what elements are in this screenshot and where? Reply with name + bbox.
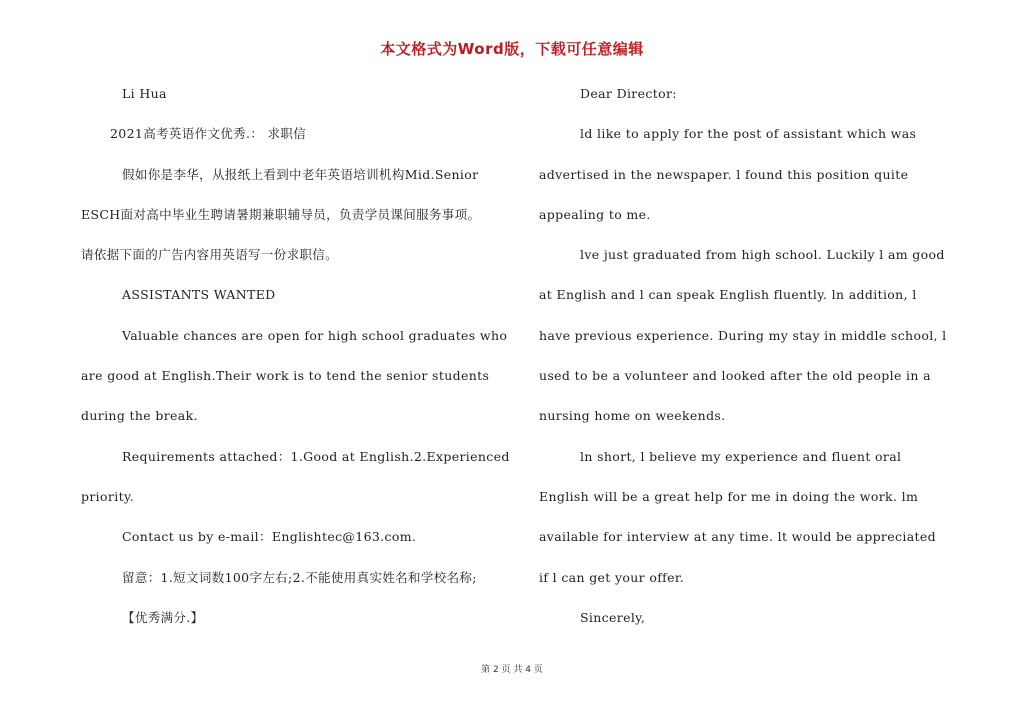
ad-line: are good at English.Their work is to tend the senior students [81,368,490,384]
prompt-line: 假如你是李华，从报纸上看到中老年英语培训机构Mid.Senior [122,166,479,182]
letter-line: have previous experience. During my stay in middle school, l [539,327,947,343]
letter-line: if l can get your offer. [539,569,685,585]
page-number: 第 2 页 共 4 页 [481,665,543,675]
ad-heading: ASSISTANTS WANTED [122,287,276,303]
letter-line: nursing home on weekends. [539,408,726,424]
letter-line: ln short, l believe my experience and fluent oral [580,448,902,464]
letter-line: lve just graduated from high school. Luckily l am good [580,247,945,263]
letter-line: at English and l can speak English fluently. ln addition, l [539,287,917,303]
closing: Sincerely, [580,609,646,625]
notice-line: 留意：1.短文词数100字左右;2.不能使用真实姓名和学校名称; [122,569,477,585]
contact-line: Contact us by e-mail：Englishtec@163.com. [122,529,417,545]
essay-title: 2021高考英语作文优秀.： 求职信 [110,126,307,142]
salutation: Dear Director: [580,86,677,101]
author-name: Li Hua [122,86,167,101]
letter-line: English will be a great help for me in doing the work. lm [539,488,919,504]
letter-line: appealing to me. [539,206,651,222]
left-column [81,84,511,648]
letter-line: ld like to apply for the post of assistant which was [580,126,917,142]
letter-line: advertised in the newspaper. l found this position quite [539,166,909,182]
ad-line: during the break. [81,408,198,424]
letter-line: used to be a volunteer and looked after the old people in a [539,368,931,384]
prompt-line: 请依据下面的广告内容用英语写一份求职信。 [81,247,339,263]
letter-line: available for interview at any time. lt would be appreciated [539,529,936,545]
ad-line: Valuable chances are open for high school graduates who [122,327,508,343]
document-banner: 本文格式为Word版，下载可任意编辑 [380,40,644,58]
requirements-line: Requirements attached：1.Good at English.2.Experienced [122,448,510,464]
section-label: 【优秀满分.】 [122,609,204,625]
requirements-line: priority. [81,488,135,504]
prompt-line: ESCH面对高中毕业生聘请暑期兼职辅导员，负责学员课间服务事项。 [81,206,481,222]
right-column [539,84,959,648]
